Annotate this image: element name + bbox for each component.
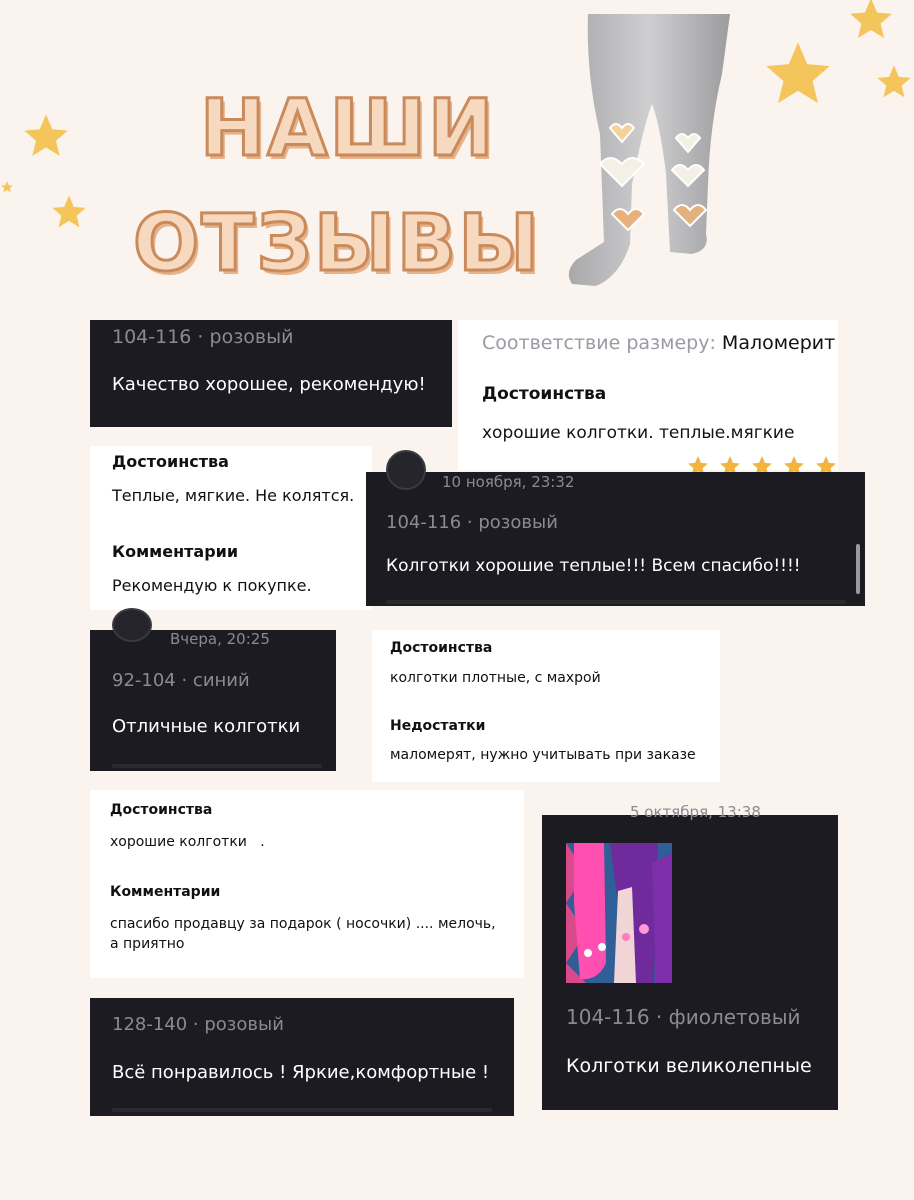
pros-heading: Достоинства — [482, 384, 607, 404]
star-icon — [758, 36, 838, 112]
review-variant: 128-140 · розовый — [112, 1014, 284, 1035]
review-variant: 104-116 · розовый — [386, 512, 558, 533]
review-card-8 — [542, 803, 838, 1110]
star-icon — [0, 178, 14, 196]
review-card-5 — [90, 630, 336, 771]
title-line-2: ОТЗЫВЫ — [133, 199, 542, 289]
pros-heading: Достоинства — [112, 452, 229, 471]
review-photo[interactable] — [566, 843, 672, 983]
size-fit-value: Маломерит — [721, 332, 836, 354]
review-card-1 — [90, 320, 452, 427]
review-card-2 — [458, 320, 838, 470]
comments-heading: Комментарии — [110, 884, 221, 900]
comments-heading: Комментарии — [112, 542, 239, 561]
pros-heading: Достоинства — [390, 640, 493, 656]
pros-text: Теплые, мягкие. Не колятся. — [112, 486, 355, 505]
comments-text-line-2: а приятно — [110, 936, 185, 952]
tights-photo — [560, 14, 740, 294]
card-bottom-bar — [112, 1108, 492, 1112]
review-text: Качество хорошее, рекомендую! — [112, 374, 426, 395]
review-text: Колготки великолепные — [566, 1055, 812, 1077]
comments-text: Рекомендую к покупке. — [112, 576, 312, 595]
review-text: Отличные колготки — [112, 716, 301, 737]
size-fit-label: Соответствие размеру: — [482, 332, 716, 354]
review-card-9 — [90, 998, 514, 1116]
review-card-3 — [90, 446, 372, 610]
review-date: 10 ноября, 23:32 — [442, 473, 575, 491]
cons-heading: Недостатки — [390, 718, 486, 734]
scrollbar[interactable] — [856, 544, 860, 594]
size-fit-row — [482, 332, 835, 354]
review-variant: 104-116 · фиолетовый — [566, 1005, 801, 1029]
pros-heading: Достоинства — [110, 802, 213, 818]
review-date: 5 октября, 13:38 — [630, 803, 761, 821]
card-bottom-bar — [112, 764, 322, 768]
review-variant: 92-104 · синий — [112, 670, 250, 691]
star-icon — [48, 192, 90, 232]
comments-text-line-1: спасибо продавцу за подарок ( носочки) .... мелочь, — [110, 916, 496, 932]
review-date: Вчера, 20:25 — [170, 630, 270, 648]
star-icon — [842, 0, 900, 44]
star-icon — [18, 110, 74, 162]
avatar — [386, 450, 426, 490]
pros-text: хорошие колготки . — [110, 834, 265, 850]
avatar — [112, 608, 152, 642]
cons-text: маломерят, нужно учитывать при заказе — [390, 747, 696, 763]
title-line-1: НАШИ — [200, 84, 496, 174]
review-variant: 104-116 · розовый — [112, 326, 294, 348]
pros-text: хорошие колготки. теплые.мягкие — [482, 423, 795, 443]
review-text: Колготки хорошие теплые!!! Всем спасибо!!!! — [386, 556, 801, 576]
review-card-6 — [372, 630, 720, 782]
review-card-4 — [366, 472, 865, 606]
pros-text: колготки плотные, с махрой — [390, 670, 601, 686]
star-icon — [874, 62, 914, 102]
review-text: Всё понравилось ! Яркие,комфортные ! — [112, 1062, 490, 1083]
review-card-7 — [90, 790, 524, 978]
card-bottom-bar — [386, 600, 846, 604]
